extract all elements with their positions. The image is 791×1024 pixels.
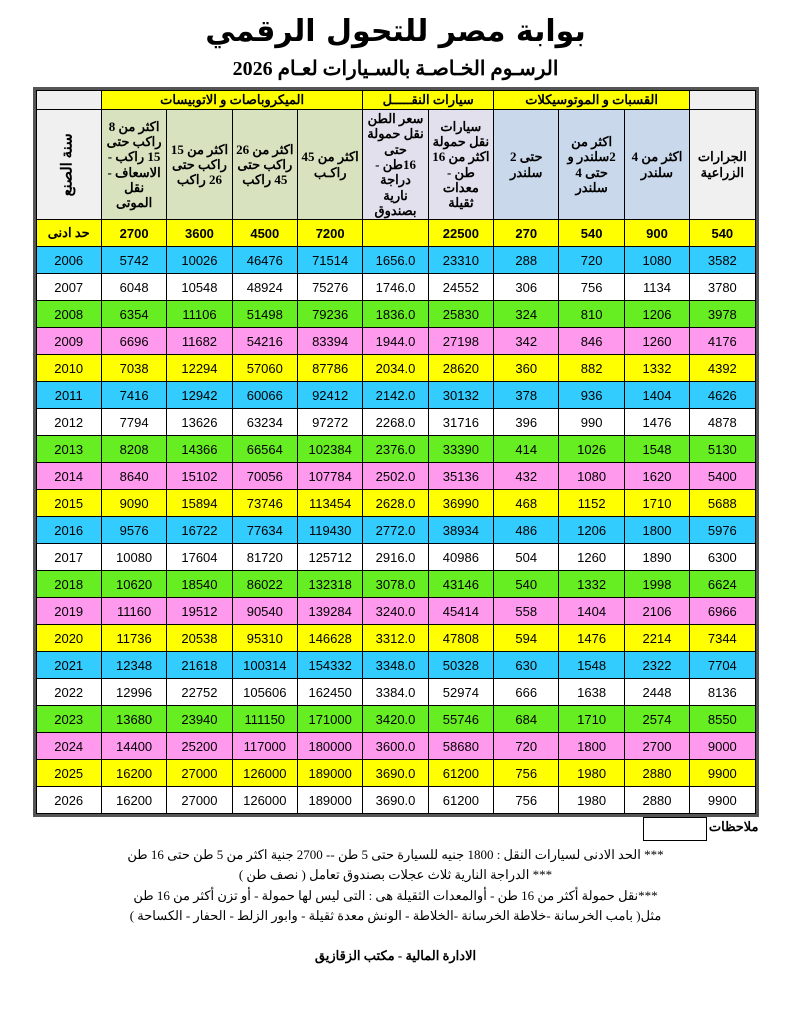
cell-2018-pax_15_to_26: 18540 [167,571,232,598]
cell-2016-cyl_gt4: 1800 [624,517,689,544]
cell-2009-cyl_2_to_4: 846 [559,328,624,355]
cell-min-pax_26_to_45: 4500 [232,220,297,247]
cell-2020-pax_26_to_45: 95310 [232,625,297,652]
column-header-cyl_upto2: حتى 2 سلندر [494,110,559,220]
cell-2012-pax_26_to_45: 63234 [232,409,297,436]
cell-2012-cyl_2_to_4: 990 [559,409,624,436]
cell-year-2015: 2015 [36,490,101,517]
cell-2025-ton_price_16: 3690.0 [363,760,428,787]
cell-2010-pax_26_to_45: 57060 [232,355,297,382]
cell-year-2024: 2024 [36,733,101,760]
cell-2024-load_gt16: 58680 [428,733,493,760]
cell-2022-pax_gt45: 162450 [297,679,362,706]
cell-2020-pax_15_to_26: 20538 [167,625,232,652]
cell-2023-cyl_2_to_4: 1710 [559,706,624,733]
cell-2006-load_gt16: 23310 [428,247,493,274]
cell-2008-pax_15_to_26: 11106 [167,301,232,328]
notes-label: ملاحظات [708,819,759,835]
cell-year-2018: 2018 [36,571,101,598]
cell-2008-pax_gt45: 79236 [297,301,362,328]
cell-year-2006: 2006 [36,247,101,274]
cell-year-2007: 2007 [36,274,101,301]
cell-2024-pax_26_to_45: 117000 [232,733,297,760]
cell-2006-pax_26_to_45: 46476 [232,247,297,274]
cell-2014-pax_26_to_45: 70056 [232,463,297,490]
cell-2023-pax_26_to_45: 111150 [232,706,297,733]
notes-header [33,817,759,843]
cell-year-2013: 2013 [36,436,101,463]
cell-2016-cyl_2_to_4: 1206 [559,517,624,544]
fees-table-container [33,87,759,817]
cell-2011-cyl_upto2: 378 [494,382,559,409]
table-row [36,301,755,328]
cell-2017-cyl_upto2: 504 [494,544,559,571]
cell-2026-ton_price_16: 3690.0 [363,787,428,814]
cell-2013-cyl_gt4: 1548 [624,436,689,463]
table-body [36,220,755,814]
cell-2020-tractors: 7344 [690,625,755,652]
cell-2026-cyl_2_to_4: 1980 [559,787,624,814]
cell-2021-pax_gt45: 154332 [297,652,362,679]
cell-2022-tractors: 8136 [690,679,755,706]
table-row [36,679,755,706]
cell-2007-pax_gt45: 75276 [297,274,362,301]
cell-2018-cyl_upto2: 540 [494,571,559,598]
cell-2009-cyl_gt4: 1260 [624,328,689,355]
table-row-minimum [36,220,755,247]
cell-2011-cyl_2_to_4: 936 [559,382,624,409]
cell-2024-ton_price_16: 3600.0 [363,733,428,760]
group-header-microbus_bus: الميكروباصات و الاتوبيسات [101,91,362,110]
cell-2026-tractors: 9900 [690,787,755,814]
cell-2020-cyl_upto2: 594 [494,625,559,652]
cell-2006-cyl_2_to_4: 720 [559,247,624,274]
cell-2014-cyl_2_to_4: 1080 [559,463,624,490]
cell-2008-cyl_gt4: 1206 [624,301,689,328]
cell-2013-cyl_2_to_4: 1026 [559,436,624,463]
cell-2011-tractors: 4626 [690,382,755,409]
cell-2015-pax_8_to_15: 9090 [101,490,166,517]
cell-2017-pax_26_to_45: 81720 [232,544,297,571]
cell-2021-cyl_2_to_4: 1548 [559,652,624,679]
cell-2022-cyl_upto2: 666 [494,679,559,706]
table-row [36,598,755,625]
cell-year-2019: 2019 [36,598,101,625]
cell-2025-pax_15_to_26: 27000 [167,760,232,787]
cell-2014-pax_8_to_15: 8640 [101,463,166,490]
cell-2019-cyl_upto2: 558 [494,598,559,625]
cell-2008-tractors: 3978 [690,301,755,328]
cell-2006-pax_gt45: 71514 [297,247,362,274]
cell-2010-pax_8_to_15: 7038 [101,355,166,382]
table-row [36,733,755,760]
cell-2009-load_gt16: 27198 [428,328,493,355]
cell-2023-pax_15_to_26: 23940 [167,706,232,733]
cell-2025-cyl_upto2: 756 [494,760,559,787]
cell-2021-pax_8_to_15: 12348 [101,652,166,679]
cell-2007-pax_8_to_15: 6048 [101,274,166,301]
cell-2019-cyl_gt4: 2106 [624,598,689,625]
cell-2020-pax_gt45: 146628 [297,625,362,652]
cell-2019-pax_8_to_15: 11160 [101,598,166,625]
cell-2025-cyl_gt4: 2880 [624,760,689,787]
cell-2018-pax_8_to_15: 10620 [101,571,166,598]
cell-2012-cyl_upto2: 396 [494,409,559,436]
cell-2021-cyl_gt4: 2322 [624,652,689,679]
cell-2016-ton_price_16: 2772.0 [363,517,428,544]
cell-2017-cyl_gt4: 1890 [624,544,689,571]
cell-2020-ton_price_16: 3312.0 [363,625,428,652]
cell-2013-load_gt16: 33390 [428,436,493,463]
cell-2007-cyl_gt4: 1134 [624,274,689,301]
cell-2009-cyl_upto2: 342 [494,328,559,355]
table-row [36,571,755,598]
cell-2022-cyl_gt4: 2448 [624,679,689,706]
cell-2007-ton_price_16: 1746.0 [363,274,428,301]
cell-min-ton_price_16 [363,220,428,247]
cell-2020-load_gt16: 47808 [428,625,493,652]
cell-2013-pax_gt45: 102384 [297,436,362,463]
notes-empty-box [643,817,707,841]
cell-2023-tractors: 8550 [690,706,755,733]
cell-2013-ton_price_16: 2376.0 [363,436,428,463]
cell-2008-pax_26_to_45: 51498 [232,301,297,328]
cell-2023-pax_8_to_15: 13680 [101,706,166,733]
cell-2017-tractors: 6300 [690,544,755,571]
page-subtitle: الرسـوم الخـاصـة بالسـيارات لعـام 2026 [232,58,559,80]
table-row [36,625,755,652]
cell-2024-tractors: 9000 [690,733,755,760]
cell-2006-ton_price_16: 1656.0 [363,247,428,274]
cell-year-2016: 2016 [36,517,101,544]
table-row [36,652,755,679]
cell-2014-pax_gt45: 107784 [297,463,362,490]
table-row [36,355,755,382]
cell-2024-cyl_gt4: 2700 [624,733,689,760]
cell-2009-tractors: 4176 [690,328,755,355]
cell-2008-cyl_upto2: 324 [494,301,559,328]
cell-year-2020: 2020 [36,625,101,652]
cell-2008-ton_price_16: 1836.0 [363,301,428,328]
cell-year-2023: 2023 [36,706,101,733]
column-header-year [36,110,101,220]
cell-2017-pax_8_to_15: 10080 [101,544,166,571]
cell-2009-pax_15_to_26: 11682 [167,328,232,355]
cell-year-2022: 2022 [36,679,101,706]
cell-2021-cyl_upto2: 630 [494,652,559,679]
table-head [36,91,755,220]
cell-2025-pax_26_to_45: 126000 [232,760,297,787]
cell-min-cyl_upto2: 270 [494,220,559,247]
cell-2012-pax_8_to_15: 7794 [101,409,166,436]
cell-year-2010: 2010 [36,355,101,382]
cell-2007-pax_15_to_26: 10548 [167,274,232,301]
cell-year-2025: 2025 [36,760,101,787]
cell-2010-cyl_upto2: 360 [494,355,559,382]
cell-2012-load_gt16: 31716 [428,409,493,436]
cell-2022-pax_15_to_26: 22752 [167,679,232,706]
cell-2010-ton_price_16: 2034.0 [363,355,428,382]
cell-2012-pax_15_to_26: 13626 [167,409,232,436]
column-header-row [36,110,755,220]
cell-2022-pax_8_to_15: 12996 [101,679,166,706]
cell-2016-load_gt16: 38934 [428,517,493,544]
page-title: بوابة مصر للتحول الرقمي [205,14,586,49]
cell-2011-pax_15_to_26: 12942 [167,382,232,409]
cell-2022-pax_26_to_45: 105606 [232,679,297,706]
cell-2010-pax_gt45: 87786 [297,355,362,382]
footer-department: الادارة المالية - مكتب الزقازيق [314,947,477,963]
cell-2018-tractors: 6624 [690,571,755,598]
cell-2013-pax_8_to_15: 8208 [101,436,166,463]
column-header-load_gt16: سيارات نقل حمولة اكثر من 16 طن - معدات ثقيلة [428,110,493,220]
cell-2007-cyl_upto2: 306 [494,274,559,301]
cell-2007-load_gt16: 24552 [428,274,493,301]
table-row [36,409,755,436]
note-line-4: مثل( بامب الخرسانة -خلاطة الخرسانة -الخلاطة - الونش معدة ثقيلة - وابور الزلط - الحفار - الكساحة ) [129,907,662,923]
cell-2024-cyl_2_to_4: 1800 [559,733,624,760]
cell-2014-load_gt16: 35136 [428,463,493,490]
cell-2026-pax_26_to_45: 126000 [232,787,297,814]
cell-2006-cyl_gt4: 1080 [624,247,689,274]
cell-2006-cyl_upto2: 288 [494,247,559,274]
column-header-ton_price_16: سعر الطن نقل حمولة حتى 16طن - دراجة نارية بصندوق [363,110,428,220]
cell-2019-pax_26_to_45: 90540 [232,598,297,625]
cell-2018-pax_26_to_45: 86022 [232,571,297,598]
column-header-cyl_gt4: اكثر من 4 سلندر [624,110,689,220]
cell-2025-cyl_2_to_4: 1980 [559,760,624,787]
cell-2020-cyl_2_to_4: 1476 [559,625,624,652]
cell-2012-pax_gt45: 97272 [297,409,362,436]
note-line-1: *** الحد الادنى لسيارات النقل : 1800 جنيه للسيارة حتى 5 طن -- 2700 جنية اكثر من 5 طن حتى 16 طن [127,847,664,863]
cell-2017-cyl_2_to_4: 1260 [559,544,624,571]
cell-2026-pax_gt45: 189000 [297,787,362,814]
cell-2017-ton_price_16: 2916.0 [363,544,428,571]
cell-2023-ton_price_16: 3420.0 [363,706,428,733]
fees-table [36,90,756,814]
cell-min-load_gt16: 22500 [428,220,493,247]
cell-2026-load_gt16: 61200 [428,787,493,814]
cell-2010-load_gt16: 28620 [428,355,493,382]
group-header-transport: سيارات النقـــــل [363,91,494,110]
cell-min-pax_15_to_26: 3600 [167,220,232,247]
cell-2021-load_gt16: 50328 [428,652,493,679]
cell-2022-load_gt16: 52974 [428,679,493,706]
group-header-tractors [690,91,755,110]
cell-year-2017: 2017 [36,544,101,571]
cell-min-cyl_2_to_4: 540 [559,220,624,247]
cell-2019-cyl_2_to_4: 1404 [559,598,624,625]
cell-2010-tractors: 4392 [690,355,755,382]
cell-year-2008: 2008 [36,301,101,328]
cell-2008-cyl_2_to_4: 810 [559,301,624,328]
cell-2019-tractors: 6966 [690,598,755,625]
cell-2011-cyl_gt4: 1404 [624,382,689,409]
cell-2007-cyl_2_to_4: 756 [559,274,624,301]
cell-2025-pax_8_to_15: 16200 [101,760,166,787]
cell-2015-cyl_upto2: 468 [494,490,559,517]
cell-2014-tractors: 5400 [690,463,755,490]
cell-min-pax_gt45: 7200 [297,220,362,247]
cell-2023-load_gt16: 55746 [428,706,493,733]
cell-year-2014: 2014 [36,463,101,490]
cell-2010-cyl_2_to_4: 882 [559,355,624,382]
cell-min-pax_8_to_15: 2700 [101,220,166,247]
cell-year-2009: 2009 [36,328,101,355]
cell-2017-pax_15_to_26: 17604 [167,544,232,571]
cell-2024-cyl_upto2: 720 [494,733,559,760]
cell-2009-ton_price_16: 1944.0 [363,328,428,355]
cell-2017-load_gt16: 40986 [428,544,493,571]
table-row [36,328,755,355]
cell-2011-pax_26_to_45: 60066 [232,382,297,409]
cell-2025-tractors: 9900 [690,760,755,787]
group-header-row [36,91,755,110]
cell-2024-pax_8_to_15: 14400 [101,733,166,760]
cell-2021-pax_26_to_45: 100314 [232,652,297,679]
cell-2021-pax_15_to_26: 21618 [167,652,232,679]
cell-2013-cyl_upto2: 414 [494,436,559,463]
cell-2021-tractors: 7704 [690,652,755,679]
group-header-year [36,91,101,110]
cell-2016-pax_8_to_15: 9576 [101,517,166,544]
cell-2012-ton_price_16: 2268.0 [363,409,428,436]
cell-year-2011: 2011 [36,382,101,409]
cell-2014-pax_15_to_26: 15102 [167,463,232,490]
cell-2020-pax_8_to_15: 11736 [101,625,166,652]
cell-2007-pax_26_to_45: 48924 [232,274,297,301]
table-row [36,760,755,787]
cell-2024-pax_gt45: 180000 [297,733,362,760]
cell-2007-tractors: 3780 [690,274,755,301]
cell-2008-load_gt16: 25830 [428,301,493,328]
cell-2015-pax_15_to_26: 15894 [167,490,232,517]
cell-2009-pax_gt45: 83394 [297,328,362,355]
cell-2012-cyl_gt4: 1476 [624,409,689,436]
cell-2013-pax_15_to_26: 14366 [167,436,232,463]
cell-2018-cyl_2_to_4: 1332 [559,571,624,598]
cell-2011-pax_8_to_15: 7416 [101,382,166,409]
cell-2012-tractors: 4878 [690,409,755,436]
cell-2021-ton_price_16: 3348.0 [363,652,428,679]
cell-2017-pax_gt45: 125712 [297,544,362,571]
cell-2015-pax_gt45: 113454 [297,490,362,517]
cell-2018-cyl_gt4: 1998 [624,571,689,598]
cell-2015-pax_26_to_45: 73746 [232,490,297,517]
cell-2016-pax_26_to_45: 77634 [232,517,297,544]
note-line-2: *** الدراجة النارية ثلاث عجلات بصندوق تعامل ( نصف طن ) [238,867,553,883]
column-header-year-label: سنة الصنع [59,133,76,197]
column-header-cyl_2_to_4: اكثر من 2سلندر و حتى 4 سلندر [559,110,624,220]
cell-min-label: حد ادنى [36,220,101,247]
cell-2014-ton_price_16: 2502.0 [363,463,428,490]
cell-2022-cyl_2_to_4: 1638 [559,679,624,706]
cell-2014-cyl_upto2: 432 [494,463,559,490]
cell-year-2012: 2012 [36,409,101,436]
table-row [36,787,755,814]
table-row [36,274,755,301]
cell-2025-load_gt16: 61200 [428,760,493,787]
cell-2011-ton_price_16: 2142.0 [363,382,428,409]
cell-2015-tractors: 5688 [690,490,755,517]
table-row [36,463,755,490]
column-header-pax_26_to_45: اكثر من 26 راكب حتى 45 راكب [232,110,297,220]
cell-2010-pax_15_to_26: 12294 [167,355,232,382]
cell-2016-pax_15_to_26: 16722 [167,517,232,544]
table-row [36,544,755,571]
cell-2013-pax_26_to_45: 66564 [232,436,297,463]
cell-2026-cyl_upto2: 756 [494,787,559,814]
cell-2015-cyl_gt4: 1710 [624,490,689,517]
cell-2018-load_gt16: 43146 [428,571,493,598]
cell-min-cyl_gt4: 900 [624,220,689,247]
cell-min-tractors: 540 [690,220,755,247]
cell-2016-cyl_upto2: 486 [494,517,559,544]
note-line-3: ***نقل حمولة أكثر من 16 طن - أوالمعدات الثقيلة هى : التى ليس لها حمولة - أو تزن أكثر من 16 طن [133,887,658,903]
cell-2020-cyl_gt4: 2214 [624,625,689,652]
group-header-pickups_motorcycles: القسبات و الموتوسيكلات [494,91,690,110]
cell-2026-pax_8_to_15: 16200 [101,787,166,814]
cell-2015-ton_price_16: 2628.0 [363,490,428,517]
cell-year-2021: 2021 [36,652,101,679]
cell-2015-cyl_2_to_4: 1152 [559,490,624,517]
cell-2006-tractors: 3582 [690,247,755,274]
notes-list [46,845,746,926]
cell-2010-cyl_gt4: 1332 [624,355,689,382]
cell-2019-pax_gt45: 139284 [297,598,362,625]
table-row [36,247,755,274]
cell-2009-pax_26_to_45: 54216 [232,328,297,355]
cell-2006-pax_8_to_15: 5742 [101,247,166,274]
cell-2024-pax_15_to_26: 25200 [167,733,232,760]
cell-2023-pax_gt45: 171000 [297,706,362,733]
table-row [36,706,755,733]
cell-2006-pax_15_to_26: 10026 [167,247,232,274]
cell-2018-pax_gt45: 132318 [297,571,362,598]
cell-2016-tractors: 5976 [690,517,755,544]
table-row [36,382,755,409]
column-header-pax_8_to_15: اكثر من 8 راكب حتى 15 راكب - الاسعاف - نقل الموتى [101,110,166,220]
column-header-pax_gt45: اكثر من 45 راكـب [297,110,362,220]
cell-2014-cyl_gt4: 1620 [624,463,689,490]
cell-2019-load_gt16: 45414 [428,598,493,625]
cell-2018-ton_price_16: 3078.0 [363,571,428,598]
column-header-pax_15_to_26: اكثر من 15 راكب حتى 26 راكب [167,110,232,220]
cell-2016-pax_gt45: 119430 [297,517,362,544]
cell-2015-load_gt16: 36990 [428,490,493,517]
cell-2026-cyl_gt4: 2880 [624,787,689,814]
cell-2019-ton_price_16: 3240.0 [363,598,428,625]
column-header-tractors: الجرارات الزراعية [690,110,755,220]
cell-2023-cyl_upto2: 684 [494,706,559,733]
cell-2008-pax_8_to_15: 6354 [101,301,166,328]
table-row [36,517,755,544]
cell-2022-ton_price_16: 3384.0 [363,679,428,706]
cell-2011-pax_gt45: 92412 [297,382,362,409]
cell-2019-pax_15_to_26: 19512 [167,598,232,625]
cell-2011-load_gt16: 30132 [428,382,493,409]
cell-2009-pax_8_to_15: 6696 [101,328,166,355]
cell-2025-pax_gt45: 189000 [297,760,362,787]
table-row [36,436,755,463]
table-row [36,490,755,517]
cell-2026-pax_15_to_26: 27000 [167,787,232,814]
cell-2013-tractors: 5130 [690,436,755,463]
cell-year-2026: 2026 [36,787,101,814]
cell-2023-cyl_gt4: 2574 [624,706,689,733]
